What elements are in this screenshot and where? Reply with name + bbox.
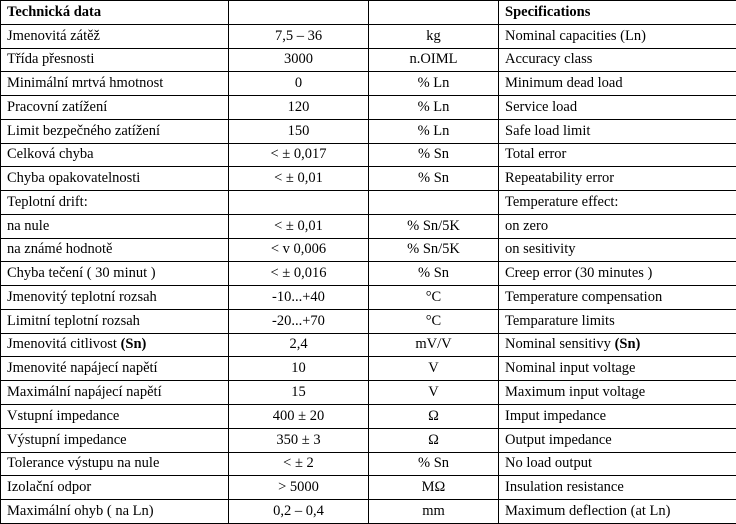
cell-czech-label: Maximální ohyb ( na Ln) [1, 500, 229, 524]
table-row [1, 167, 736, 191]
cell-value: 350 ± 3 [229, 428, 369, 452]
cell-unit: Ω [369, 405, 499, 429]
cell-value: < ± 0,017 [229, 143, 369, 167]
cell-czech-label: Tolerance výstupu na nule [1, 452, 229, 476]
cell-value: < ± 0,016 [229, 262, 369, 286]
table-row [1, 500, 736, 524]
cell-value: 10 [229, 357, 369, 381]
cell-english-label: Nominal input voltage [499, 357, 736, 381]
cell-value: 0,2 – 0,4 [229, 500, 369, 524]
cell-czech-label: Izolační odpor [1, 476, 229, 500]
cell-czech-label: Limitní teplotní rozsah [1, 309, 229, 333]
cell-unit: mV/V [369, 333, 499, 357]
table-row [1, 428, 736, 452]
table-row [1, 238, 736, 262]
cell-value: < v 0,006 [229, 238, 369, 262]
cell-english-label: Maximum input voltage [499, 381, 736, 405]
cell-value: 0 [229, 72, 369, 96]
cell-english-label: Minimum dead load [499, 72, 736, 96]
table-row [1, 24, 736, 48]
cell-unit: % Sn/5K [369, 214, 499, 238]
cell-unit: % Sn [369, 452, 499, 476]
cell-unit: mm [369, 500, 499, 524]
cell-unit: °C [369, 309, 499, 333]
cell-english-label: Maximum deflection (at Ln) [499, 500, 736, 524]
table-row [1, 191, 736, 215]
cell-english-label: Creep error (30 minutes ) [499, 262, 736, 286]
cell-value: 7,5 – 36 [229, 24, 369, 48]
cell-english-label: Output impedance [499, 428, 736, 452]
cell-czech-label: Jmenovité napájecí napětí [1, 357, 229, 381]
cell-unit: % Sn [369, 167, 499, 191]
cell-unit: V [369, 381, 499, 405]
table-row [1, 309, 736, 333]
table-row [1, 381, 736, 405]
cell-english-label: Service load [499, 96, 736, 120]
table-row [1, 96, 736, 120]
cell-english-label: Nominal capacities (Ln) [499, 24, 736, 48]
cell-english-label: No load output [499, 452, 736, 476]
cell-value: -10...+40 [229, 286, 369, 310]
cell-czech-label: Celková chyba [1, 143, 229, 167]
table-row [1, 333, 736, 357]
cell-english-label: Insulation resistance [499, 476, 736, 500]
table-row [1, 119, 736, 143]
cell-czech-label: Teplotní drift: [1, 191, 229, 215]
cell-unit: n.OIML [369, 48, 499, 72]
cell-value: 15 [229, 381, 369, 405]
cell-czech-label: Jmenovitá zátěž [1, 24, 229, 48]
cell-czech-label: Minimální mrtvá hmotnost [1, 72, 229, 96]
cell-english-label: Repeatability error [499, 167, 736, 191]
table-row [1, 405, 736, 429]
cell-czech-label: Třída přesnosti [1, 48, 229, 72]
cell-value: 150 [229, 119, 369, 143]
cell-value: < ± 0,01 [229, 167, 369, 191]
cell-unit [369, 191, 499, 215]
cell-english-label: Nominal sensitivy (Sn) [499, 333, 736, 357]
cell-czech-label: Jmenovitý teplotní rozsah [1, 286, 229, 310]
cell-unit: % Ln [369, 119, 499, 143]
emphasized-term: (Sn) [614, 336, 641, 353]
cell-unit: °C [369, 286, 499, 310]
cell-english-label: Temperature compensation [499, 286, 736, 310]
cell-value: < ± 2 [229, 452, 369, 476]
table-row [1, 48, 736, 72]
cell-czech-label: na nule [1, 214, 229, 238]
cell-value: 120 [229, 96, 369, 120]
cell-unit: % Ln [369, 96, 499, 120]
cell-unit: % Sn [369, 143, 499, 167]
cell-english-label: on sesitivity [499, 238, 736, 262]
cell-unit: V [369, 357, 499, 381]
cell-value [229, 191, 369, 215]
cell-english-label: Specifications [499, 1, 736, 25]
cell-czech-label: Limit bezpečného zatížení [1, 119, 229, 143]
cell-czech-label: Jmenovitá citlivost (Sn) [1, 333, 229, 357]
cell-english-label: on zero [499, 214, 736, 238]
cell-czech-label: Vstupní impedance [1, 405, 229, 429]
cell-unit [369, 1, 499, 25]
cell-czech-label: Chyba tečení ( 30 minut ) [1, 262, 229, 286]
cell-unit: kg [369, 24, 499, 48]
table-row [1, 357, 736, 381]
cell-english-label: Temperature effect: [499, 191, 736, 215]
cell-value: < ± 0,01 [229, 214, 369, 238]
cell-value: 400 ± 20 [229, 405, 369, 429]
cell-english-label: Imput impedance [499, 405, 736, 429]
cell-value [229, 1, 369, 25]
emphasized-term: (Sn) [120, 336, 147, 353]
cell-value: -20...+70 [229, 309, 369, 333]
cell-english-label: Accuracy class [499, 48, 736, 72]
cell-czech-label: Chyba opakovatelnosti [1, 167, 229, 191]
cell-value: 2,4 [229, 333, 369, 357]
table-row [1, 214, 736, 238]
table-row [1, 262, 736, 286]
table-body [1, 1, 736, 524]
cell-czech-label: Technická data [1, 1, 229, 25]
cell-czech-label: Pracovní zatížení [1, 96, 229, 120]
cell-english-label: Temparature limits [499, 309, 736, 333]
cell-czech-label: Maximální napájecí napětí [1, 381, 229, 405]
cell-unit: MΩ [369, 476, 499, 500]
cell-unit: Ω [369, 428, 499, 452]
cell-english-label: Total error [499, 143, 736, 167]
table-row [1, 143, 736, 167]
cell-czech-label: na známé hodnotě [1, 238, 229, 262]
table-row [1, 286, 736, 310]
cell-value: > 5000 [229, 476, 369, 500]
table-header-row [1, 1, 736, 25]
cell-unit: % Sn/5K [369, 238, 499, 262]
cell-value: 3000 [229, 48, 369, 72]
cell-unit: % Sn [369, 262, 499, 286]
cell-unit: % Ln [369, 72, 499, 96]
table-row [1, 476, 736, 500]
table-row [1, 72, 736, 96]
cell-czech-label: Výstupní impedance [1, 428, 229, 452]
table-row [1, 452, 736, 476]
cell-english-label: Safe load limit [499, 119, 736, 143]
